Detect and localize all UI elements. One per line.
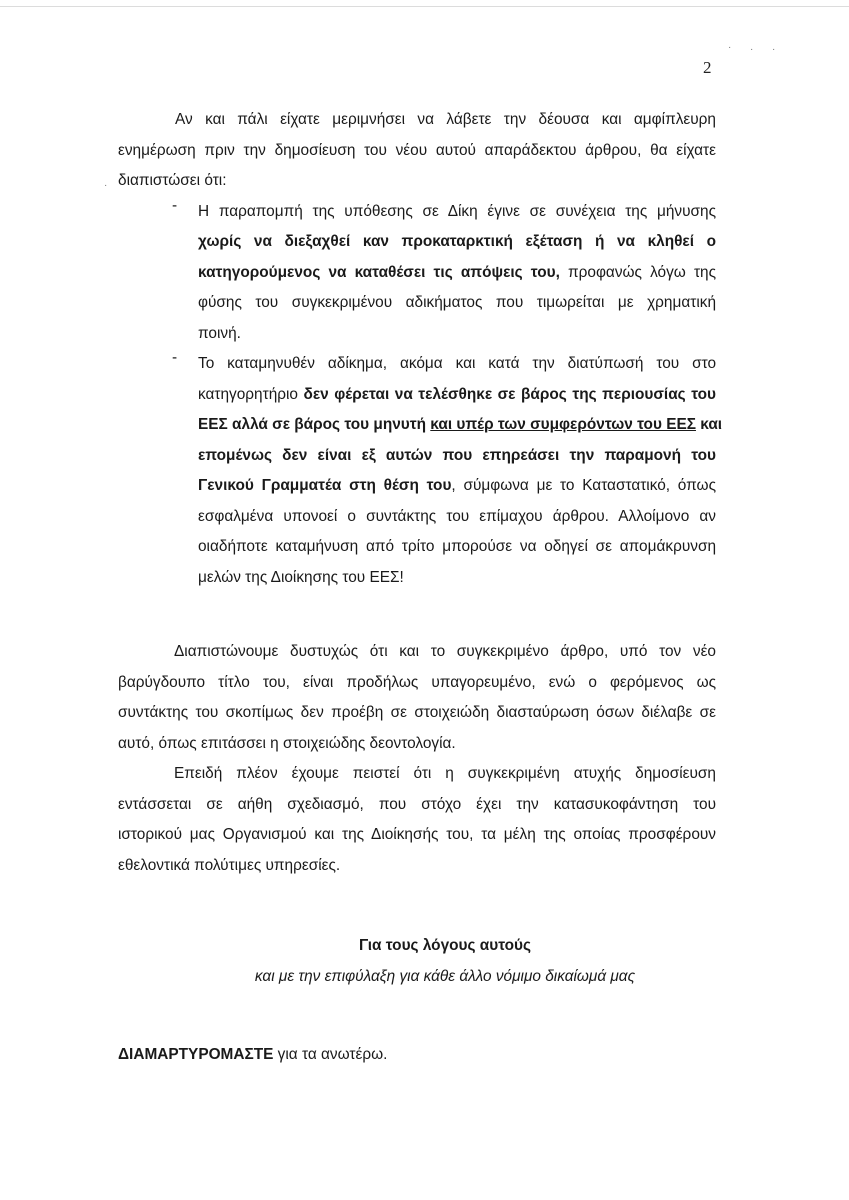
paragraph-1	[118, 637, 716, 759]
bullet-dash: -	[172, 349, 178, 366]
underlined-bold-text: και υπέρ των συμφερόντων του ΕΕΣ	[430, 416, 696, 433]
paragraph-line: Επειδή πλέον έχουμε πειστεί ότι η συγκεκριμένη ατυχής δημοσίευση	[174, 765, 716, 782]
paragraph-line: εθελοντικά πολύτιμες υπηρεσίες.	[118, 856, 341, 874]
scan-speck: ·	[728, 42, 732, 53]
page-number: 2	[703, 58, 712, 77]
bullet-line: Η παραπομπή της υπόθεσης σε Δίκη έγινε σε συνέχεια της μήνυσης	[198, 202, 716, 220]
intro-line: ενημέρωση πριν την δημοσίευση του νέου αυτού απαράδεκτου άρθρου, θα είχατε	[118, 141, 716, 159]
bullet-line: φύσης του συγκεκριμένου αδικήματος που τιμωρείται με χρηματική	[198, 294, 716, 311]
closing-section	[118, 931, 772, 1071]
bullet-item-1	[172, 197, 716, 350]
plain-text: προφανώς λόγω της	[559, 263, 716, 281]
spacer	[172, 881, 716, 931]
scan-speck: ·	[104, 180, 108, 191]
bullet-line: οιαδήποτε καταμήνυση από τρίτο μπορούσε να οδηγεί σε απομάκρυνση	[198, 538, 716, 555]
closing-subheading: και με την επιφύλαξη για κάθε άλλο νόμιμο δικαίωμά μας	[254, 967, 636, 985]
bullet-line: Το καταμηνυθέν αδίκημα, ακόμα και κατά την διατύπωσή του στο	[198, 355, 716, 372]
paragraph-line: ιστορικού μας Οργανισμού και της Διοίκησής του, τα μέλη της οποίας προσφέρουν	[118, 826, 716, 843]
spacer	[118, 992, 772, 1040]
intro-line: διαπιστώσει ότι:	[118, 172, 227, 189]
bullet-line	[198, 227, 716, 258]
paragraph-line: εντάσσεται σε αήθη σχεδιασμό, που στόχο έχει την κατασυκοφάντηση του	[118, 795, 716, 813]
intro-line: Αν και πάλι είχατε μεριμνήσει να λάβετε την δέουσα και αμφίπλευρη	[175, 111, 716, 128]
bold-text: χωρίς να διεξαχθεί καν προκαταρκτική εξέταση ή να κληθεί ο	[198, 233, 716, 250]
bold-text: δεν φέρεται να τελέσθηκε σε βάρος της περιουσίας του	[303, 385, 716, 403]
protest-keyword: ΔΙΑΜΑΡΤΥΡΟΜΑΣΤΕ	[118, 1046, 274, 1063]
bullet-line	[198, 441, 716, 472]
bullet-item-2	[172, 349, 723, 593]
letter-body	[118, 105, 723, 1071]
bullet-line	[198, 410, 723, 441]
intro-paragraph	[118, 105, 716, 197]
paragraph-line: Διαπιστώνουμε δυστυχώς ότι και το συγκεκριμένο άρθρο, υπό τον νέο	[174, 643, 716, 660]
bold-text: ΕΕΣ αλλά σε βάρος του μηνυτή	[198, 416, 431, 433]
closing-heading: Για τους λόγους αυτούς	[358, 937, 532, 954]
bullet-line	[198, 380, 716, 411]
paragraph-line: συντάκτης του σκοπίμως δεν προέβη σε στοιχειώδη διασταύρωση όσων διέλαβε σε	[118, 704, 716, 721]
paragraph-line: αυτό, όπως επιτάσσει η στοιχειώδης δεοντολογία.	[118, 734, 456, 752]
spacer	[172, 593, 716, 637]
plain-text: , σύμφωνα με το Καταστατικό, όπως	[451, 477, 716, 494]
bullet-dash: -	[172, 196, 178, 214]
bold-text: και	[695, 416, 723, 433]
plain-text: για τα ανωτέρω.	[273, 1046, 388, 1063]
plain-text: κατηγορητήριο	[198, 385, 304, 403]
protest-statement	[118, 1040, 772, 1071]
scan-speck: ·	[772, 44, 776, 55]
bullet-line: μελών της Διοίκησης του ΕΕΣ!	[198, 568, 404, 586]
bullet-line: ποινή.	[198, 324, 241, 342]
bullet-line: εσφαλμένα υπονοεί ο συντάκτης του επίμαχου άρθρου. Αλλοίμονο αν	[198, 507, 716, 525]
scan-speck: ·	[750, 44, 754, 55]
paragraph-line: βαρύγδουπο τίτλο του, είναι προδήλως υπαγορευμένο, ενώ ο φερόμενος ως	[118, 673, 716, 691]
bullet-line	[198, 471, 716, 502]
bullet-line	[198, 258, 716, 289]
bold-text: κατηγορούμενος να καταθέσει τις απόψεις του,	[198, 263, 560, 281]
paragraph-2	[118, 759, 716, 881]
scan-top-rule	[0, 6, 849, 7]
bold-text: επομένως δεν είναι εξ αυτών που επηρεάσει την παραμονή του	[198, 446, 716, 464]
bold-text: Γενικού Γραμματέα στη θέση του	[198, 477, 452, 494]
